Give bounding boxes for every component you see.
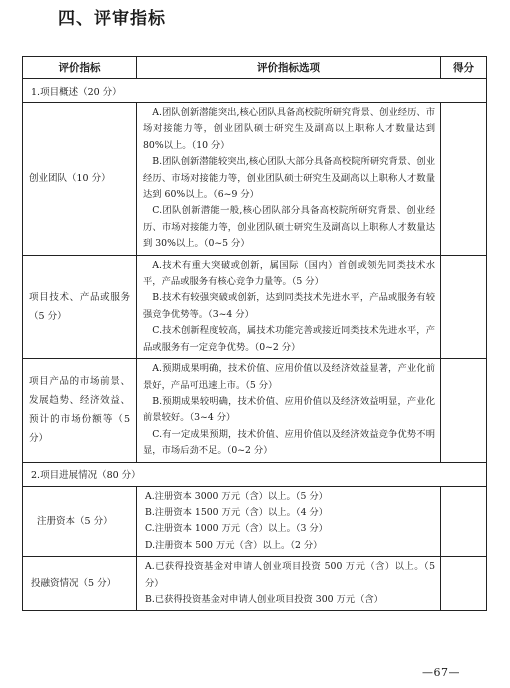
- header-indicator: 评价指标: [23, 57, 137, 79]
- option-item: A.团队创新潜能突出,核心团队具备高校院所研究背景、创业经历、市场对接能力等，创业团队硕士研究生及副高以上职称人才数量达到 80%以上。（10 分）: [143, 107, 435, 151]
- option-item: B.团队创新潜能较突出,核心团队大部分具备高校院所研究背景、创业经历、市场对接能力等，创业团队硕士研究生及副高以上职称人才数量达到 60%以上。（6~9 分）: [143, 156, 435, 201]
- table-row: [23, 255, 487, 358]
- options-cell: [137, 103, 441, 256]
- indicator-cell: 创业团队（10 分）: [23, 103, 137, 256]
- section-row-progress: [23, 462, 487, 486]
- score-cell[interactable]: [441, 255, 487, 358]
- evaluation-table: [22, 56, 487, 611]
- score-cell[interactable]: [441, 359, 487, 462]
- table-row: [23, 103, 487, 256]
- option-item: A.技术有重大突破或创新，属国际（国内）首创或领先同类技术水平，产品或服务有核心竞争力量等。（5 分）: [143, 259, 435, 288]
- section-heading: 四、评审指标: [58, 9, 166, 29]
- option-item: C.技术创新程度较高，属技术功能完善或接近同类技术先进水平，产品或服务有一定竞争优势。（0~2 分）: [143, 325, 435, 353]
- table-row: [23, 486, 487, 557]
- table-row: [23, 557, 487, 611]
- option-item: D.注册资本 500 万元（含）以上。（2 分）: [145, 539, 323, 551]
- score-cell[interactable]: [441, 557, 487, 611]
- option-item: C.有一定成果预期，技术价值、应用价值以及经济效益竞争优势不明显，市场后劲不足。（0~2 分）: [143, 428, 435, 457]
- option-item: A.已获得投资基金对申请人创业项目投资 500 万元（含）以上。（5 分）: [145, 561, 435, 589]
- score-cell[interactable]: [441, 486, 487, 557]
- option-item: B.预期成果较明确，技术价值、应用价值以及经济效益明显，产业化前景较好。（3~4 分）: [143, 395, 435, 424]
- indicator-cell: 注册资本（5 分）: [23, 486, 137, 557]
- section-title: 2.项目进展情况（80 分）: [23, 462, 487, 486]
- option-item: B.技术有较强突破或创新，达到同类技术先进水平，产品或服务有较强竞争优势等。（3~4 分）: [143, 292, 435, 320]
- options-cell: [137, 486, 441, 557]
- indicator-cell: 项目产品的市场前景、发展趋势、经济效益、预计的市场份额等（5 分）: [23, 359, 137, 462]
- option-item: A.注册资本 3000 万元（含）以上。（5 分）: [145, 490, 328, 502]
- table-header-row: [23, 57, 487, 79]
- options-cell: [137, 255, 441, 358]
- page-number: —67—: [422, 666, 460, 679]
- section-title: 1.项目概述（20 分）: [23, 79, 487, 103]
- option-item: A.预期成果明确，技术价值、应用价值以及经济效益显著，产业化前景好，产品可迅速上市。（5 分）: [143, 363, 435, 391]
- indicator-cell: 项目技术、产品或服务（5 分）: [23, 255, 137, 358]
- header-options: 评价指标选项: [137, 57, 441, 79]
- indicator-cell: 投融资情况（5 分）: [23, 557, 137, 611]
- option-item: B.已获得投资基金对申请人创业项目投资 300 万元（含）: [145, 593, 383, 605]
- option-item: C.注册资本 1000 万元（含）以上。（3 分）: [145, 523, 328, 535]
- table-row: [23, 359, 487, 462]
- score-cell[interactable]: [441, 103, 487, 256]
- option-item: B.注册资本 1500 万元（含）以上。（4 分）: [145, 506, 329, 518]
- section-row-overview: [23, 79, 487, 103]
- options-cell: [137, 557, 441, 611]
- options-cell: [137, 359, 441, 462]
- header-score: 得分: [441, 57, 487, 79]
- option-item: C.团队创新潜能一般,核心团队部分具备高校院所研究背景、创业经历、市场对接能力等，创业团队硕士研究生及副高以上职称人才数量达到 30%以上。（0~5 分）: [143, 205, 435, 250]
